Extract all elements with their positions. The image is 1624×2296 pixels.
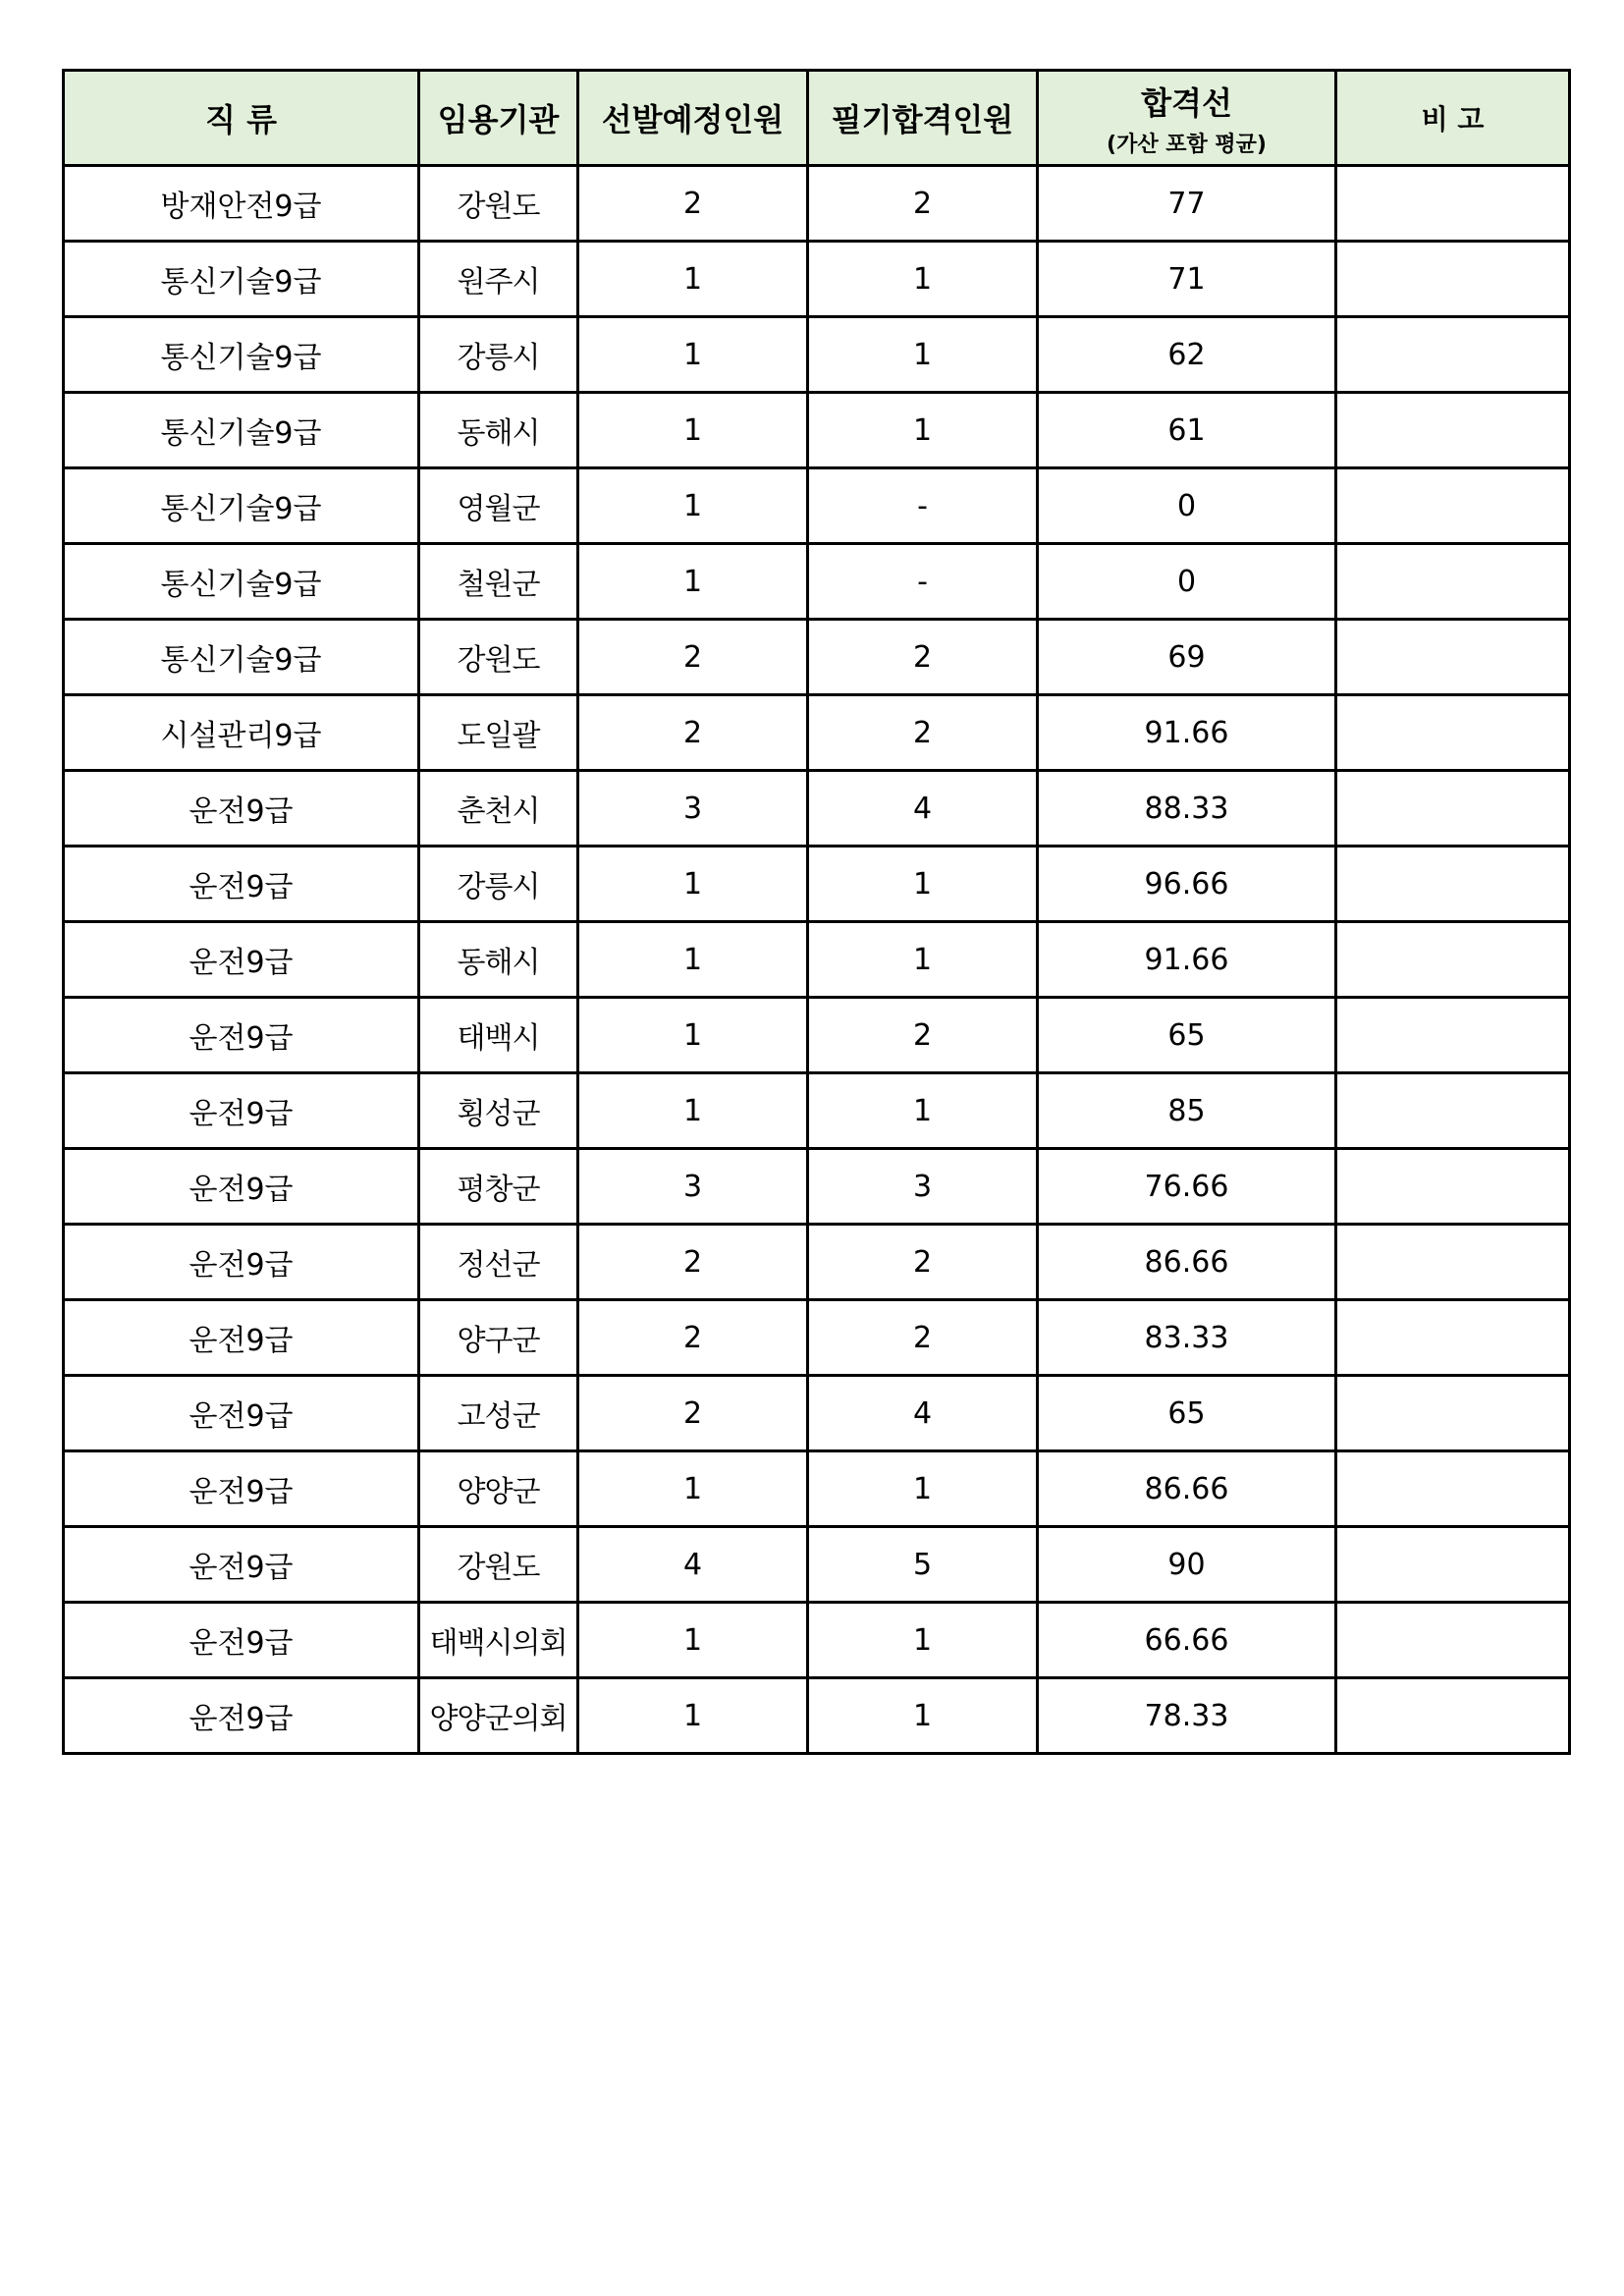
table-header [64, 71, 1570, 166]
cell-note [1336, 317, 1570, 393]
cell-passed: 1 [808, 1451, 1038, 1527]
table-row [64, 317, 1570, 393]
cell-passed: 1 [808, 1073, 1038, 1149]
cell-planned: 2 [578, 166, 808, 242]
cell-planned: 3 [578, 1149, 808, 1225]
cell-passed: 2 [808, 695, 1038, 771]
table-row [64, 922, 1570, 998]
cell-planned: 3 [578, 771, 808, 847]
cell-cutoff: 0 [1038, 468, 1336, 544]
cell-planned: 1 [578, 1451, 808, 1527]
cell-agency: 고성군 [419, 1376, 578, 1451]
cell-passed: 1 [808, 317, 1038, 393]
cell-passed: 1 [808, 1678, 1038, 1754]
cell-note [1336, 922, 1570, 998]
cell-passed: 2 [808, 1225, 1038, 1300]
table-row [64, 998, 1570, 1073]
cell-passed: 2 [808, 1300, 1038, 1376]
cell-cutoff: 83.33 [1038, 1300, 1336, 1376]
table-row [64, 1678, 1570, 1754]
table-row [64, 695, 1570, 771]
table-row [64, 1073, 1570, 1149]
cell-agency: 태백시의회 [419, 1603, 578, 1678]
cell-category: 운전9급 [64, 1300, 419, 1376]
header-agency: 임용기관 [419, 71, 578, 166]
cell-note [1336, 771, 1570, 847]
cell-category: 통신기술9급 [64, 544, 419, 620]
table-row [64, 1451, 1570, 1527]
cell-agency: 철원군 [419, 544, 578, 620]
cell-cutoff: 66.66 [1038, 1603, 1336, 1678]
cell-passed: 2 [808, 166, 1038, 242]
cell-planned: 4 [578, 1527, 808, 1603]
table-row [64, 544, 1570, 620]
cell-cutoff: 71 [1038, 242, 1336, 317]
header-category: 직 류 [64, 71, 419, 166]
table-row [64, 847, 1570, 922]
cell-cutoff: 90 [1038, 1527, 1336, 1603]
cell-note [1336, 1300, 1570, 1376]
cell-note [1336, 544, 1570, 620]
cell-planned: 1 [578, 1603, 808, 1678]
table-row [64, 620, 1570, 695]
cell-agency: 동해시 [419, 393, 578, 468]
cell-planned: 2 [578, 1376, 808, 1451]
cell-planned: 1 [578, 393, 808, 468]
cell-planned: 1 [578, 544, 808, 620]
cell-planned: 2 [578, 1300, 808, 1376]
cell-note [1336, 1451, 1570, 1527]
cell-agency: 강릉시 [419, 317, 578, 393]
cell-category: 통신기술9급 [64, 242, 419, 317]
cell-agency: 정선군 [419, 1225, 578, 1300]
cell-passed: 4 [808, 1376, 1038, 1451]
cell-agency: 양양군의회 [419, 1678, 578, 1754]
header-cutoff-label: 합격선 [1141, 83, 1232, 122]
cell-passed: 1 [808, 922, 1038, 998]
header-passed: 필기합격인원 [808, 71, 1038, 166]
cell-planned: 1 [578, 242, 808, 317]
cell-cutoff: 86.66 [1038, 1225, 1336, 1300]
header-row [64, 71, 1570, 166]
cell-cutoff: 65 [1038, 998, 1336, 1073]
cell-passed: 1 [808, 393, 1038, 468]
table-row [64, 468, 1570, 544]
cell-cutoff: 62 [1038, 317, 1336, 393]
cell-category: 통신기술9급 [64, 468, 419, 544]
cell-note [1336, 620, 1570, 695]
cell-agency: 도일괄 [419, 695, 578, 771]
cell-category: 운전9급 [64, 1603, 419, 1678]
cell-agency: 영월군 [419, 468, 578, 544]
header-note: 비 고 [1336, 71, 1570, 166]
cell-note [1336, 1603, 1570, 1678]
cell-cutoff: 96.66 [1038, 847, 1336, 922]
cell-category: 통신기술9급 [64, 317, 419, 393]
cell-note [1336, 1678, 1570, 1754]
cell-category: 통신기술9급 [64, 393, 419, 468]
cell-planned: 1 [578, 922, 808, 998]
cell-cutoff: 77 [1038, 166, 1336, 242]
cell-note [1336, 1073, 1570, 1149]
cell-category: 운전9급 [64, 998, 419, 1073]
cell-note [1336, 998, 1570, 1073]
cell-note [1336, 468, 1570, 544]
cell-category: 운전9급 [64, 1451, 419, 1527]
cell-category: 통신기술9급 [64, 620, 419, 695]
table-row [64, 242, 1570, 317]
cell-cutoff: 88.33 [1038, 771, 1336, 847]
cell-category: 운전9급 [64, 1376, 419, 1451]
cell-passed: 2 [808, 620, 1038, 695]
cell-agency: 양구군 [419, 1300, 578, 1376]
cell-cutoff: 85 [1038, 1073, 1336, 1149]
cell-agency: 평창군 [419, 1149, 578, 1225]
table-row [64, 1300, 1570, 1376]
header-cutoff [1038, 71, 1336, 166]
cell-note [1336, 847, 1570, 922]
cell-note [1336, 1527, 1570, 1603]
cell-category: 운전9급 [64, 847, 419, 922]
results-table [62, 69, 1571, 1755]
table-row [64, 1149, 1570, 1225]
cell-planned: 1 [578, 468, 808, 544]
cell-cutoff: 69 [1038, 620, 1336, 695]
cell-passed: 1 [808, 242, 1038, 317]
table-row [64, 1376, 1570, 1451]
cell-agency: 동해시 [419, 922, 578, 998]
table-body [64, 166, 1570, 1754]
cell-note [1336, 1376, 1570, 1451]
cell-passed: 1 [808, 847, 1038, 922]
cell-passed: 3 [808, 1149, 1038, 1225]
cell-planned: 1 [578, 317, 808, 393]
cell-note [1336, 695, 1570, 771]
cell-cutoff: 86.66 [1038, 1451, 1336, 1527]
cell-category: 방재안전9급 [64, 166, 419, 242]
cell-passed: 2 [808, 998, 1038, 1073]
cell-agency: 강원도 [419, 620, 578, 695]
header-planned: 선발예정인원 [578, 71, 808, 166]
cell-agency: 강원도 [419, 1527, 578, 1603]
cell-planned: 1 [578, 1073, 808, 1149]
cell-cutoff: 65 [1038, 1376, 1336, 1451]
cell-cutoff: 91.66 [1038, 922, 1336, 998]
cell-passed: - [808, 544, 1038, 620]
cell-planned: 1 [578, 1678, 808, 1754]
cell-cutoff: 0 [1038, 544, 1336, 620]
cell-passed: - [808, 468, 1038, 544]
cell-category: 운전9급 [64, 1527, 419, 1603]
cell-planned: 1 [578, 847, 808, 922]
cell-planned: 2 [578, 1225, 808, 1300]
cell-agency: 태백시 [419, 998, 578, 1073]
cell-cutoff: 61 [1038, 393, 1336, 468]
table-row [64, 393, 1570, 468]
cell-agency: 양양군 [419, 1451, 578, 1527]
cell-cutoff: 78.33 [1038, 1678, 1336, 1754]
cell-agency: 강원도 [419, 166, 578, 242]
cell-agency: 강릉시 [419, 847, 578, 922]
cell-note [1336, 166, 1570, 242]
cell-note [1336, 1149, 1570, 1225]
cell-cutoff: 76.66 [1038, 1149, 1336, 1225]
cell-note [1336, 393, 1570, 468]
cell-category: 운전9급 [64, 1073, 419, 1149]
cell-passed: 1 [808, 1603, 1038, 1678]
table-row [64, 1603, 1570, 1678]
cell-category: 시설관리9급 [64, 695, 419, 771]
cell-category: 운전9급 [64, 1678, 419, 1754]
cell-planned: 1 [578, 998, 808, 1073]
cell-agency: 춘천시 [419, 771, 578, 847]
cell-note [1336, 242, 1570, 317]
cell-planned: 2 [578, 695, 808, 771]
table-row [64, 1527, 1570, 1603]
cell-agency: 횡성군 [419, 1073, 578, 1149]
cell-note [1336, 1225, 1570, 1300]
cell-category: 운전9급 [64, 771, 419, 847]
cell-passed: 5 [808, 1527, 1038, 1603]
cell-planned: 2 [578, 620, 808, 695]
table-row [64, 1225, 1570, 1300]
cell-cutoff: 91.66 [1038, 695, 1336, 771]
header-cutoff-sub: (가산 포함 평균) [1107, 132, 1267, 157]
cell-category: 운전9급 [64, 922, 419, 998]
cell-passed: 4 [808, 771, 1038, 847]
cell-agency: 원주시 [419, 242, 578, 317]
table-row [64, 166, 1570, 242]
table-row [64, 771, 1570, 847]
cell-category: 운전9급 [64, 1225, 419, 1300]
cell-category: 운전9급 [64, 1149, 419, 1225]
